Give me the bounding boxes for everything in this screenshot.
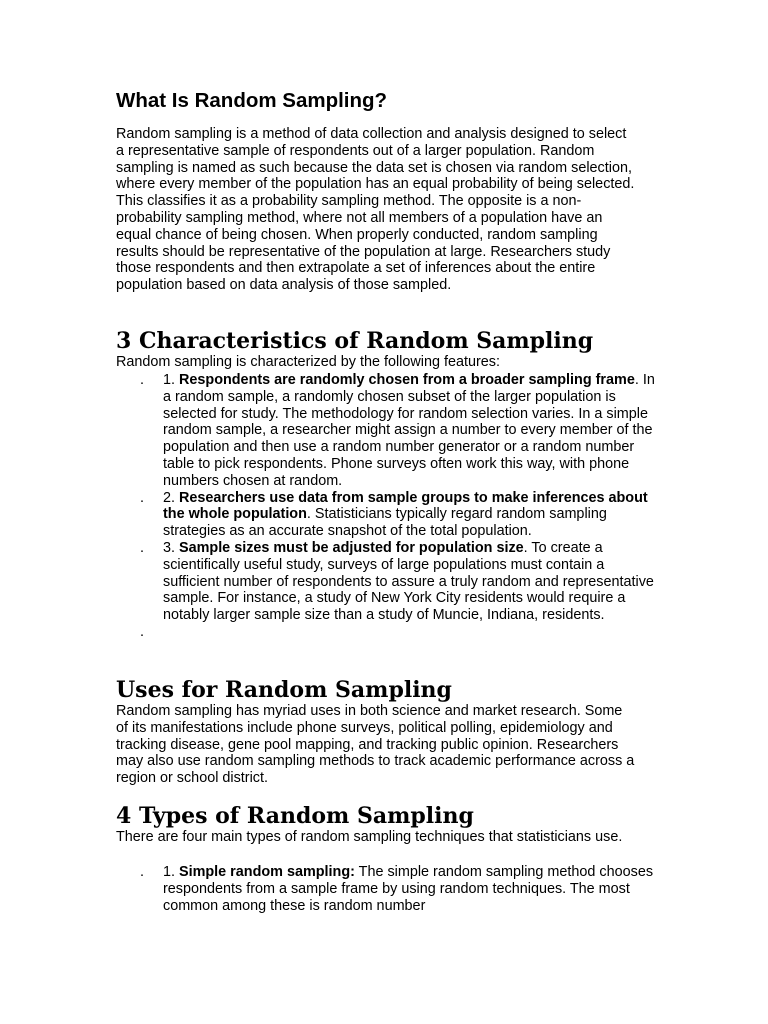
item-text: . To create a scientifically useful study, surveys of large populations must contain a sufficient number of respondents to assure a truly random and representative sample. For instance, a study of New York City residents would require a notably larger sample size than a study of Muncie, Indiana, residents. xyxy=(163,539,654,624)
item-bold-text: Researchers use data from sample groups to make inferences about the whole population xyxy=(163,489,648,523)
item-number: 1. xyxy=(163,864,179,880)
item-bold-text: Sample sizes must be adjusted for population size xyxy=(179,539,524,556)
list-bullet: . xyxy=(140,539,144,556)
characteristics-heading: 3 Characteristics of Random Sampling xyxy=(116,328,594,354)
item-bold-text: Simple random sampling: xyxy=(179,864,355,880)
types-list xyxy=(116,864,656,914)
list-item xyxy=(116,864,656,914)
characteristics-intro: Random sampling is characterized by the following features: xyxy=(116,354,500,370)
item-number: 1. xyxy=(163,372,179,388)
uses-paragraph: Random sampling has myriad uses in both science and market research. Some of its manifestations include phone surveys, political polling, epidemiology and tracking disease, gene pool mapping, and tracking public opinion. Researchers may also use random sampling methods to track academic performance across a region or school district. xyxy=(116,703,635,787)
item-number: 2. xyxy=(163,489,179,506)
list-item-empty xyxy=(116,624,656,641)
types-intro: There are four main types of random sampling techniques that statisticians use. xyxy=(116,829,623,845)
characteristics-list xyxy=(116,372,656,641)
list-item xyxy=(116,372,656,490)
list-item xyxy=(116,490,656,540)
item-text: . In a random sample, a randomly chosen subset of the larger population is selected for study. The methodology for random selection varies. In a simple random sample, a researcher might assign a number to every member of the population and then use a random number generator or a random number table to pick respondents. Phone surveys often work this way, with phone numbers chosen at random. xyxy=(163,372,655,489)
item-text: . Statisticians typically regard random sampling strategies as an accurate snapshot of the total population. xyxy=(163,506,607,540)
list-bullet: . xyxy=(140,489,144,506)
intro-paragraph: Random sampling is a method of data collection and analysis designed to select a representative sample of respondents out of a larger population. Random sampling is named as such because the data set is chosen via random selection, where every member of the population has an equal probability of being selected. This classifies it as a probability sampling method. The opposite is a non-probability sampling method, where not all members of a population have an equal chance of being chosen. When properly conducted, random sampling results should be representative of the population at large. Researchers study those respondents and then extrapolate a set of inferences about the entire population based on data analysis of those sampled. xyxy=(116,126,635,294)
item-text: The simple random sampling method chooses respondents from a sample frame by using random techniques. The most common among these is random number xyxy=(163,864,654,914)
item-bold-text: Respondents are randomly chosen from a broader sampling frame xyxy=(179,372,635,388)
page-title: What Is Random Sampling? xyxy=(116,89,388,112)
list-bullet: . xyxy=(140,864,144,880)
list-item xyxy=(116,540,656,624)
item-number: 3. xyxy=(163,539,179,556)
list-bullet: . xyxy=(140,623,144,640)
uses-heading: Uses for Random Sampling xyxy=(116,677,452,703)
list-bullet: . xyxy=(140,372,144,388)
types-heading: 4 Types of Random Sampling xyxy=(116,803,474,829)
